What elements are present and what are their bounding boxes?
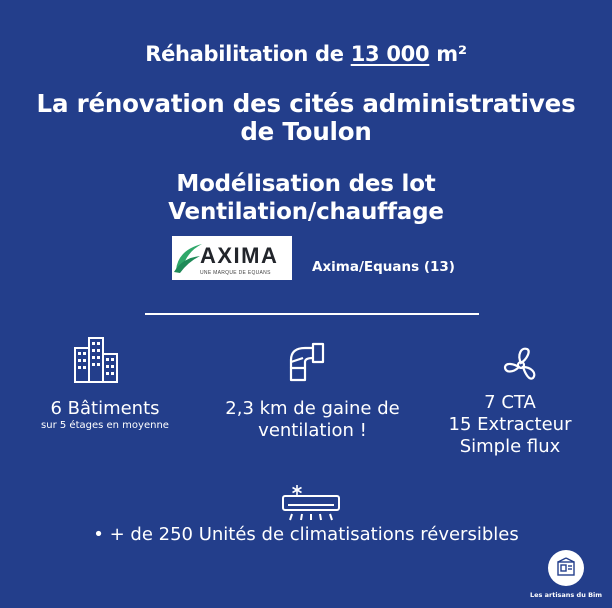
stat-duct	[205, 398, 420, 442]
stat-duct-line-2: ventilation !	[258, 420, 367, 441]
surface-heading	[0, 42, 612, 66]
stat-buildings: 6 Bâtiments	[50, 398, 160, 419]
buildings-icon	[72, 332, 120, 384]
stat-buildings-sub: sur 5 étages en moyenne	[41, 420, 169, 431]
surface-prefix: Réhabilitation de	[145, 42, 351, 66]
page-title	[0, 90, 612, 146]
air-conditioner-icon	[280, 484, 342, 524]
stat-ventilation-line-3: Simple flux	[459, 436, 561, 457]
company-label: Axima/Equans (13)	[312, 259, 455, 275]
title-line-1: La rénovation des cités administratives	[36, 89, 576, 118]
axima-wordmark: AXIMA	[200, 243, 279, 268]
subtitle-line-2: Ventilation/chauffage	[168, 199, 444, 225]
surface-unit: m²	[429, 42, 467, 66]
surface-value: 13 000	[350, 42, 430, 66]
duct-icon	[287, 340, 327, 382]
artisans-logo-icon	[555, 557, 577, 579]
subtitle-line-1: Modélisation des lot	[176, 171, 436, 197]
stat-ventilation	[415, 392, 605, 458]
ac-units-text: • + de 250 Unités de climatisations réversibles	[93, 524, 519, 545]
stat-ventilation-line-2: 15 Extracteur	[448, 414, 572, 435]
stat-duct-line-1: 2,3 km de gaine de	[225, 398, 400, 419]
fan-icon	[501, 345, 541, 385]
page-subtitle	[0, 170, 612, 226]
brand-name: Les artisans du Bim	[529, 591, 603, 599]
axima-tagline: UNE MARQUE DE EQUANS	[200, 270, 271, 276]
stat-ventilation-line-1: 7 CTA	[484, 392, 536, 413]
divider	[145, 313, 479, 315]
title-line-2: de Toulon	[240, 117, 372, 146]
